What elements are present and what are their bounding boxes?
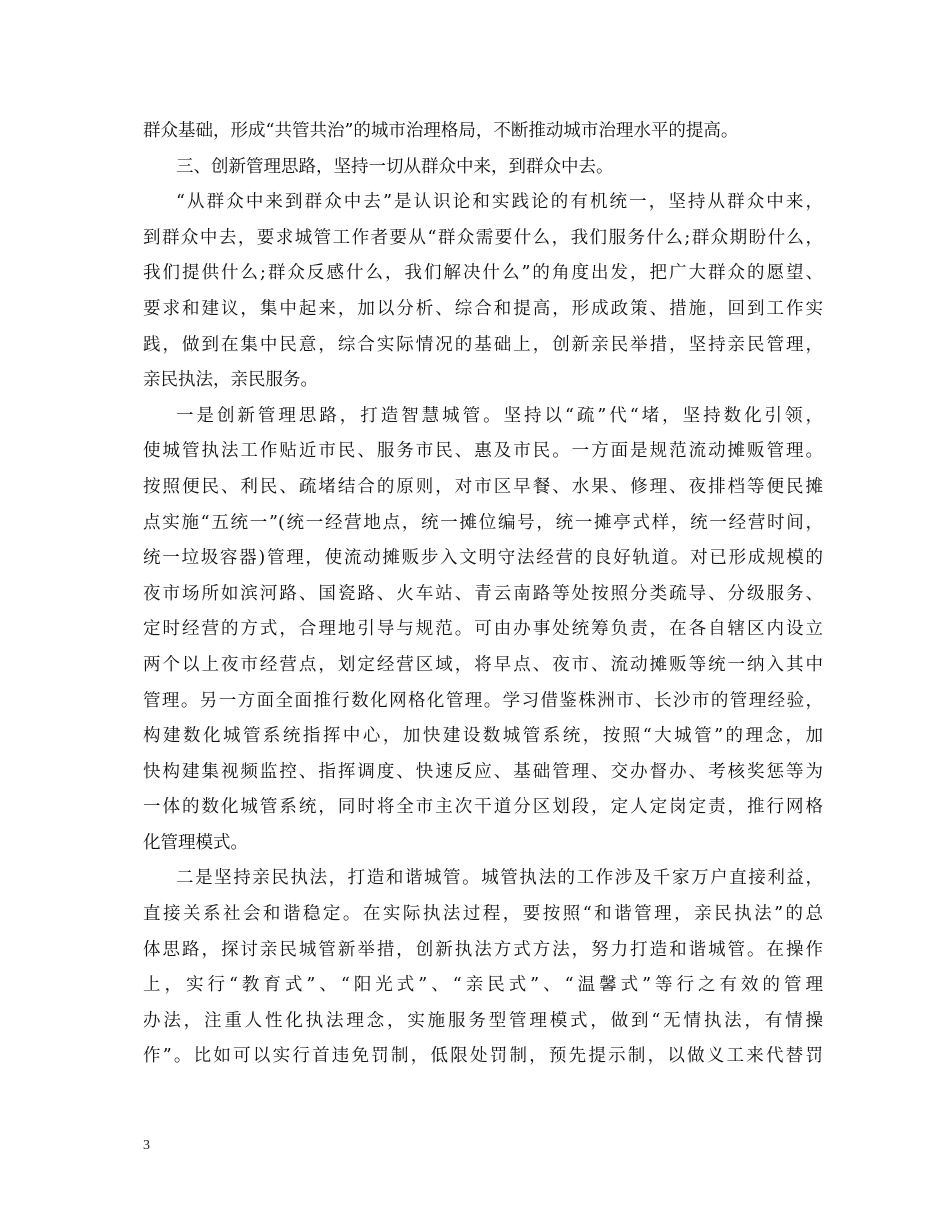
text-line: 按照便民、利民、疏堵结合的原则，对市区早餐、水果、修理、夜排档等便民摊 bbox=[143, 476, 823, 497]
text-line: 到群众中去，要求城管工作者要从“群众需要什么，我们服务什么;群众期盼什么， bbox=[143, 227, 823, 248]
text-line: 上，实行“教育式”、“阳光式”、“亲民式”、“温馨式”等行之有效的管理 bbox=[143, 975, 823, 996]
text-line: 一是创新管理思路，打造智慧城管。坚持以“疏”代“堵，坚持数化引领， bbox=[176, 405, 823, 426]
text-line: 体思路，探讨亲民城管新举措，创新执法方式方法，努力打造和谐城管。在操作 bbox=[143, 939, 823, 960]
text-line: 管理。另一方面全面推行数化网格化管理。学习借鉴株洲市、长沙市的管理经验， bbox=[143, 690, 823, 711]
page-number: 3 bbox=[143, 1138, 150, 1153]
text-line: 使城管执法工作贴近市民、服务市民、惠及市民。一方面是规范流动摊贩管理。 bbox=[143, 441, 823, 462]
text-line: 一体的数化城管系统，同时将全市主次干道分区划段，定人定岗定责，推行网格 bbox=[143, 797, 823, 818]
text-line: 办法，注重人性化执法理念，实施服务型管理模式，做到“无情执法，有情操 bbox=[143, 1010, 823, 1031]
text-line: 作”。比如可以实行首违免罚制，低限处罚制，预先提示制，以做义工来代替罚 bbox=[143, 1046, 823, 1067]
text-line: 三、创新管理思路，坚持一切从群众中来，到群众中去。 bbox=[176, 156, 614, 177]
text-line: 定时经营的方式，合理地引导与规范。可由办事处统筹负责，在各自辖区内设立 bbox=[143, 619, 823, 640]
text-line: 夜市场所如滨河路、国瓷路、火车站、青云南路等处按照分类疏导、分级服务、 bbox=[143, 583, 823, 604]
text-line: 要求和建议，集中起来，加以分析、综合和提高，形成政策、措施，回到工作实 bbox=[143, 298, 823, 319]
text-line: 快构建集视频监控、指挥调度、快速反应、基础管理、交办督办、考核奖惩等为 bbox=[143, 761, 823, 782]
text-line: “从群众中来到群众中去”是认识论和实践论的有机统一，坚持从群众中来， bbox=[176, 192, 823, 213]
text-line: 点实施“五统一”(统一经营地点，统一摊位编号，统一摊亭式样，统一经营时间， bbox=[143, 512, 823, 533]
body-text bbox=[143, 114, 823, 1075]
text-line: 直接关系社会和谐稳定。在实际执法过程，要按照“和谐管理，亲民执法”的总 bbox=[143, 904, 823, 925]
text-line: 践，做到在集中民意，综合实际情况的基础上，创新亲民举措，坚持亲民管理， bbox=[143, 334, 823, 355]
text-line: 两个以上夜市经营点，划定经营区域，将早点、夜市、流动摊贩等统一纳入其中 bbox=[143, 654, 823, 675]
text-line: 我们提供什么;群众反感什么，我们解决什么”的角度出发，把广大群众的愿望、 bbox=[143, 263, 823, 284]
text-line: 二是坚持亲民执法，打造和谐城管。城管执法的工作涉及千家万户直接利益， bbox=[176, 868, 823, 889]
text-line: 化管理模式。 bbox=[143, 832, 248, 853]
text-line: 统一垃圾容器)管理，使流动摊贩步入文明守法经营的良好轨道。对已形成规模的 bbox=[143, 548, 823, 569]
text-line: 群众基础，形成“共管共治”的城市治理格局，不断推动城市治理水平的提高。 bbox=[143, 121, 739, 141]
text-line: 构建数化城管系统指挥中心，加快建设数城管系统，按照“大城管”的理念，加 bbox=[143, 726, 823, 747]
text-line: 亲民执法，亲民服务。 bbox=[143, 370, 318, 391]
